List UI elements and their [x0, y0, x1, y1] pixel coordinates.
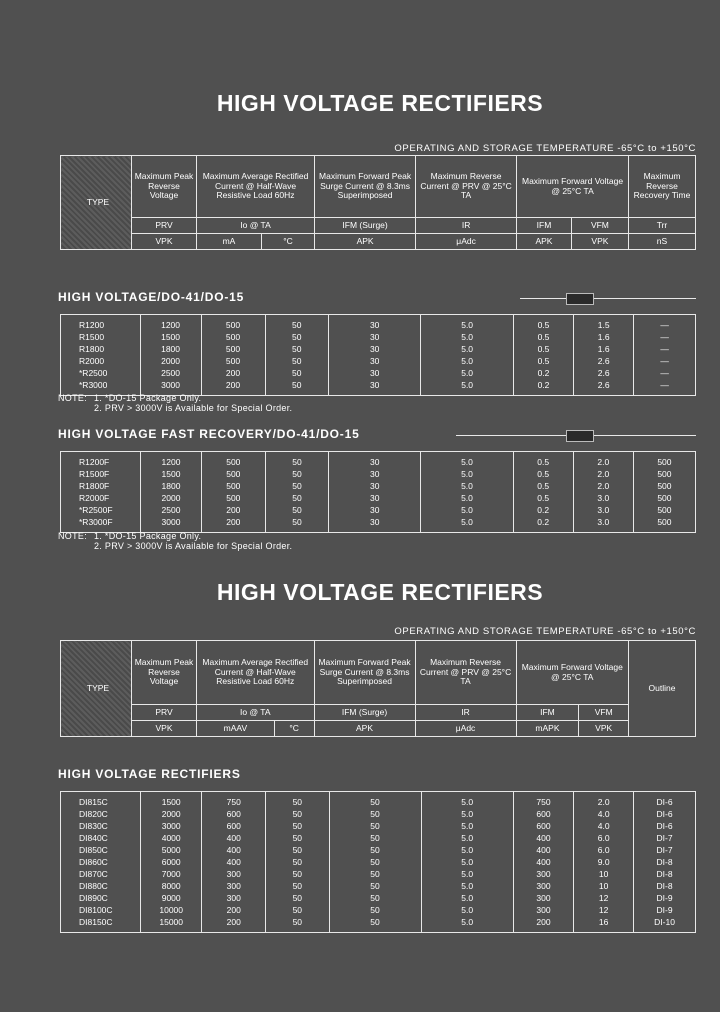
- table-cell: 400: [202, 856, 266, 868]
- table-cell: 4.0: [574, 820, 634, 832]
- table-cell: 5.0: [421, 355, 514, 367]
- part-number: DI815C: [61, 792, 141, 809]
- part-number: R2000: [61, 355, 141, 367]
- part-number: DI880C: [61, 880, 141, 892]
- table-cell: 2.0: [573, 468, 633, 480]
- table-cell: —: [634, 355, 696, 367]
- table-cell: 5.0: [421, 480, 513, 492]
- table-cell: 50: [329, 904, 421, 916]
- table-cell: —: [634, 367, 696, 379]
- table-cell: 30: [329, 379, 421, 396]
- table-cell: 50: [329, 832, 421, 844]
- table-cell: 50: [329, 792, 421, 809]
- table-cell: 5.0: [421, 844, 513, 856]
- part-number: DI850C: [61, 844, 141, 856]
- unit-label: VPK: [579, 721, 629, 737]
- table-cell: 50: [265, 379, 329, 396]
- table-cell: 0.2: [513, 367, 573, 379]
- table-cell: 50: [265, 492, 328, 504]
- table-cell: 50: [329, 820, 421, 832]
- surge-current-header: Maximum Forward Peak Surge Current @ 8.3ms Superimposed: [314, 641, 415, 705]
- part-number: R2000F: [61, 492, 141, 504]
- table-cell: 300: [513, 904, 573, 916]
- table-cell: 12: [574, 904, 634, 916]
- table-cell: 3.0: [573, 516, 633, 533]
- unit-label: PRV: [132, 705, 197, 721]
- part-number: DI8100C: [61, 904, 141, 916]
- table-cell: 50: [266, 904, 329, 916]
- table-cell: 5.0: [421, 904, 513, 916]
- table-cell: 600: [513, 808, 573, 820]
- unit-label: IFM (Surge): [314, 705, 415, 721]
- unit-label: mA: [197, 234, 262, 250]
- unit-label: °C: [274, 721, 314, 737]
- table-cell: 1800: [140, 343, 201, 355]
- table-cell: 50: [266, 792, 329, 809]
- part-number: DI8150C: [61, 916, 141, 933]
- table-cell: 1800: [141, 480, 202, 492]
- table-cell: 750: [513, 792, 573, 809]
- table-cell: 5.0: [421, 820, 513, 832]
- unit-label: IFM (Surge): [315, 218, 416, 234]
- table-cell: 0.5: [513, 315, 573, 332]
- table-cell: —: [634, 343, 696, 355]
- table-cell: 50: [266, 844, 329, 856]
- table-row: [61, 468, 696, 480]
- table-cell: 6000: [141, 856, 202, 868]
- table-cell: 50: [265, 452, 328, 469]
- unit-label: μAdc: [415, 721, 516, 737]
- table-cell: 2.0: [574, 792, 634, 809]
- table-cell: 0.2: [513, 504, 573, 516]
- unit-label: VPK: [132, 234, 197, 250]
- table-cell: 500: [201, 331, 265, 343]
- table-cell: 5.0: [421, 367, 514, 379]
- table-row: [61, 492, 696, 504]
- table-cell: 400: [513, 856, 573, 868]
- table-cell: 3000: [141, 516, 202, 533]
- table-cell: 1500: [141, 792, 202, 809]
- table-cell: 2.0: [573, 480, 633, 492]
- table-cell: 2.0: [573, 452, 633, 469]
- table-cell: 500: [201, 315, 265, 332]
- table-cell: 500: [633, 452, 695, 469]
- table-cell: 30: [329, 504, 421, 516]
- table-row: [61, 904, 696, 916]
- table-cell: 30: [329, 355, 421, 367]
- table-cell: —: [634, 331, 696, 343]
- surge-current-header: Maximum Forward Peak Surge Current @ 8.3ms Superimposed: [315, 156, 416, 218]
- part-number: *R3000F: [61, 516, 141, 533]
- table-cell: 2000: [140, 355, 201, 367]
- table-cell: 50: [329, 856, 421, 868]
- table-cell: 200: [201, 504, 265, 516]
- diode-icon: [456, 435, 696, 436]
- table-cell: 9000: [141, 892, 202, 904]
- part-number: R1200: [61, 315, 141, 332]
- part-number: R1200F: [61, 452, 141, 469]
- table-cell: 10: [574, 868, 634, 880]
- table-cell: 600: [202, 808, 266, 820]
- unit-label: VPK: [132, 721, 197, 737]
- unit-label: VPK: [571, 234, 628, 250]
- table-cell: 12: [574, 892, 634, 904]
- table-cell: 50: [265, 468, 328, 480]
- table-cell: —: [634, 315, 696, 332]
- table-cell: 5.0: [421, 452, 513, 469]
- table-cell: 0.5: [513, 343, 573, 355]
- table-cell: 50: [266, 832, 329, 844]
- part-number: *R2500F: [61, 504, 141, 516]
- type-header: TYPE: [61, 641, 132, 737]
- table-cell: 750: [202, 792, 266, 809]
- table-cell: 5.0: [421, 868, 513, 880]
- table-cell: 400: [202, 844, 266, 856]
- forward-voltage-header: Maximum Forward Voltage @ 25°C TA: [516, 641, 628, 705]
- table-cell: 5.0: [421, 808, 513, 820]
- unit-label: APK: [314, 721, 415, 737]
- table-cell: 2500: [141, 504, 202, 516]
- table-cell: 200: [513, 916, 573, 933]
- part-number: DI840C: [61, 832, 141, 844]
- part-number: DI890C: [61, 892, 141, 904]
- table-cell: 5.0: [421, 832, 513, 844]
- table-cell: 50: [266, 880, 329, 892]
- page-title: HIGH VOLTAGE RECTIFIERS: [216, 90, 544, 116]
- table-cell: 3000: [140, 379, 201, 396]
- table-cell: 0.5: [513, 468, 573, 480]
- table-cell: 7000: [141, 868, 202, 880]
- data-table: [60, 451, 696, 533]
- table-cell: DI-8: [634, 880, 696, 892]
- table-cell: 30: [329, 452, 421, 469]
- table-cell: 500: [201, 343, 265, 355]
- table-cell: 5.0: [421, 468, 513, 480]
- page-title: HIGH VOLTAGE RECTIFIERS: [216, 579, 544, 605]
- table-cell: 1200: [140, 315, 201, 332]
- table-cell: 0.5: [513, 480, 573, 492]
- table-cell: 50: [329, 844, 421, 856]
- part-number: R1500: [61, 331, 141, 343]
- table-cell: 300: [202, 892, 266, 904]
- table-cell: 300: [202, 868, 266, 880]
- table-cell: 600: [202, 820, 266, 832]
- table-cell: 50: [329, 880, 421, 892]
- unit-label: mAPK: [516, 721, 579, 737]
- table-cell: 200: [201, 379, 265, 396]
- table-cell: 400: [513, 844, 573, 856]
- table-cell: 50: [265, 480, 328, 492]
- table-cell: 50: [329, 808, 421, 820]
- header-table: [60, 640, 696, 737]
- table-cell: 30: [329, 343, 421, 355]
- table-cell: 1500: [140, 331, 201, 343]
- data-table: [60, 314, 696, 396]
- table-cell: 30: [329, 331, 421, 343]
- table-cell: DI-6: [634, 820, 696, 832]
- part-number: DI860C: [61, 856, 141, 868]
- table-cell: 50: [265, 331, 329, 343]
- unit-label: VFM: [571, 218, 628, 234]
- table-cell: 10000: [141, 904, 202, 916]
- table-cell: DI-7: [634, 832, 696, 844]
- part-number: DI830C: [61, 820, 141, 832]
- table-cell: 50: [265, 516, 328, 533]
- table-cell: 200: [201, 367, 265, 379]
- table-cell: DI-7: [634, 844, 696, 856]
- table-row: [61, 916, 696, 933]
- table-cell: DI-10: [634, 916, 696, 933]
- outline-header: Outline: [629, 641, 696, 737]
- operating-temperature: OPERATING AND STORAGE TEMPERATURE -65°C to +150°C: [394, 143, 696, 154]
- table-cell: 50: [265, 367, 329, 379]
- table-row: [61, 331, 696, 343]
- table-cell: 5.0: [421, 516, 513, 533]
- table-cell: 5.0: [421, 492, 513, 504]
- table-cell: 30: [329, 315, 421, 332]
- section-title: HIGH VOLTAGE FAST RECOVERY/DO-41/DO-15: [58, 427, 360, 441]
- table-cell: 50: [329, 916, 421, 933]
- table-cell: 1.6: [574, 331, 634, 343]
- table-cell: DI-9: [634, 892, 696, 904]
- table-cell: 15000: [141, 916, 202, 933]
- table-cell: 30: [329, 492, 421, 504]
- table-cell: 0.5: [513, 492, 573, 504]
- part-number: *R3000: [61, 379, 141, 396]
- table-row: [61, 367, 696, 379]
- table-cell: 50: [266, 916, 329, 933]
- table-cell: 500: [201, 492, 265, 504]
- rectified-current-header: Maximum Average Rectified Current @ Half-Wave Resistive Load 60Hz: [197, 641, 315, 705]
- note: NOTE: 1. *DO-15 Package Only. 2. PRV > 3000V is Available for Special Order.: [58, 393, 293, 413]
- table-cell: 9.0: [574, 856, 634, 868]
- table-cell: 300: [513, 880, 573, 892]
- table-cell: 2.6: [574, 379, 634, 396]
- table-cell: 3.0: [573, 492, 633, 504]
- table-cell: 0.2: [513, 379, 573, 396]
- table-cell: 2.6: [574, 367, 634, 379]
- table-cell: 500: [201, 452, 265, 469]
- table-cell: 1.6: [574, 343, 634, 355]
- part-number: DI870C: [61, 868, 141, 880]
- table-cell: DI-6: [634, 792, 696, 809]
- table-cell: 500: [633, 504, 695, 516]
- table-row: [61, 880, 696, 892]
- peak-reverse-voltage-header: Maximum Peak Reverse Voltage: [132, 641, 197, 705]
- table-cell: 3000: [141, 820, 202, 832]
- table-cell: 50: [266, 808, 329, 820]
- table-row: [61, 792, 696, 809]
- table-cell: 4000: [141, 832, 202, 844]
- table-cell: 4.0: [574, 808, 634, 820]
- table-cell: 5.0: [421, 892, 513, 904]
- table-cell: 1.5: [574, 315, 634, 332]
- table-cell: 500: [201, 480, 265, 492]
- type-header: TYPE: [61, 156, 132, 250]
- table-cell: 5.0: [421, 331, 514, 343]
- part-number: DI820C: [61, 808, 141, 820]
- table-cell: 5.0: [421, 504, 513, 516]
- table-cell: 400: [202, 832, 266, 844]
- table-cell: 50: [266, 856, 329, 868]
- table-cell: 5.0: [421, 379, 514, 396]
- table-cell: 300: [513, 868, 573, 880]
- table-cell: 500: [633, 516, 695, 533]
- table-cell: 16: [574, 916, 634, 933]
- reverse-current-header: Maximum Reverse Current @ PRV @ 25°C TA: [415, 641, 516, 705]
- section-title: HIGH VOLTAGE/DO-41/DO-15: [58, 290, 245, 304]
- table-cell: 500: [633, 468, 695, 480]
- table-cell: DI-8: [634, 856, 696, 868]
- table-row: [61, 452, 696, 469]
- table-cell: 1500: [141, 468, 202, 480]
- table-cell: 2000: [141, 808, 202, 820]
- unit-label: Io @ TA: [197, 218, 315, 234]
- table-row: [61, 832, 696, 844]
- table-cell: 5.0: [421, 315, 514, 332]
- table-cell: 500: [633, 492, 695, 504]
- table-row: [61, 868, 696, 880]
- table-cell: 50: [265, 355, 329, 367]
- recovery-time-header: Maximum Reverse Recovery Time: [629, 156, 696, 218]
- table-cell: 0.5: [513, 331, 573, 343]
- unit-label: °C: [261, 234, 314, 250]
- table-cell: 0.5: [513, 355, 573, 367]
- table-cell: 10: [574, 880, 634, 892]
- table-cell: 6.0: [574, 844, 634, 856]
- unit-label: Io @ TA: [197, 705, 315, 721]
- table-cell: 200: [202, 904, 266, 916]
- table-cell: 50: [265, 504, 328, 516]
- reverse-current-header: Maximum Reverse Current @ PRV @ 25°C TA: [416, 156, 517, 218]
- table-row: [61, 480, 696, 492]
- table-cell: 50: [266, 868, 329, 880]
- header-table: [60, 155, 696, 250]
- table-cell: 30: [329, 367, 421, 379]
- forward-voltage-header: Maximum Forward Voltage @ 25°C TA: [517, 156, 629, 218]
- table-cell: DI-8: [634, 868, 696, 880]
- table-cell: 5.0: [421, 343, 514, 355]
- note: NOTE: 1. *DO-15 Package Only. 2. PRV > 3000V is Available for Special Order.: [58, 531, 293, 551]
- unit-label: μAdc: [416, 234, 517, 250]
- table-cell: 5.0: [421, 856, 513, 868]
- unit-label: VFM: [579, 705, 629, 721]
- table-cell: 200: [202, 916, 266, 933]
- rectified-current-header: Maximum Average Rectified Current @ Half-Wave Resistive Load 60Hz: [197, 156, 315, 218]
- table-cell: 30: [329, 480, 421, 492]
- table-cell: 2000: [141, 492, 202, 504]
- part-number: *R2500: [61, 367, 141, 379]
- unit-label: IFM: [517, 218, 572, 234]
- table-cell: 5000: [141, 844, 202, 856]
- table-cell: 5.0: [421, 792, 513, 809]
- table-cell: DI-6: [634, 808, 696, 820]
- peak-reverse-voltage-header: Maximum Peak Reverse Voltage: [132, 156, 197, 218]
- unit-label: APK: [315, 234, 416, 250]
- table-cell: 30: [329, 468, 421, 480]
- unit-label: PRV: [132, 218, 197, 234]
- unit-label: IR: [415, 705, 516, 721]
- table-cell: 50: [329, 868, 421, 880]
- table-row: [61, 856, 696, 868]
- table-cell: 8000: [141, 880, 202, 892]
- unit-label: APK: [517, 234, 572, 250]
- table-cell: 3.0: [573, 504, 633, 516]
- table-cell: 1200: [141, 452, 202, 469]
- section-title: HIGH VOLTAGE RECTIFIERS: [58, 767, 241, 781]
- table-cell: 600: [513, 820, 573, 832]
- table-cell: 0.5: [513, 452, 573, 469]
- table-row: [61, 892, 696, 904]
- table-cell: 500: [633, 480, 695, 492]
- table-cell: 50: [329, 892, 421, 904]
- table-cell: 5.0: [421, 880, 513, 892]
- diode-icon: [520, 298, 696, 299]
- unit-label: IFM: [516, 705, 579, 721]
- table-cell: 2500: [140, 367, 201, 379]
- table-cell: 400: [513, 832, 573, 844]
- table-row: [61, 315, 696, 332]
- part-number: R1800: [61, 343, 141, 355]
- table-row: [61, 504, 696, 516]
- table-cell: —: [634, 379, 696, 396]
- unit-label: nS: [629, 234, 696, 250]
- table-row: [61, 808, 696, 820]
- unit-label: IR: [416, 218, 517, 234]
- table-cell: 300: [513, 892, 573, 904]
- operating-temperature: OPERATING AND STORAGE TEMPERATURE -65°C to +150°C: [394, 626, 696, 637]
- table-cell: 2.6: [574, 355, 634, 367]
- table-cell: 6.0: [574, 832, 634, 844]
- table-cell: 50: [266, 892, 329, 904]
- table-cell: DI-9: [634, 904, 696, 916]
- unit-label: mAAV: [197, 721, 275, 737]
- table-row: [61, 343, 696, 355]
- table-cell: 50: [265, 315, 329, 332]
- table-cell: 500: [201, 468, 265, 480]
- table-cell: 50: [265, 343, 329, 355]
- unit-label: Trr: [629, 218, 696, 234]
- table-row: [61, 844, 696, 856]
- table-cell: 0.2: [513, 516, 573, 533]
- data-table: [60, 791, 696, 933]
- table-cell: 300: [202, 880, 266, 892]
- part-number: R1800F: [61, 480, 141, 492]
- table-row: [61, 820, 696, 832]
- table-cell: 50: [266, 820, 329, 832]
- table-cell: 500: [201, 355, 265, 367]
- table-cell: 5.0: [421, 916, 513, 933]
- table-cell: 30: [329, 516, 421, 533]
- table-cell: 200: [201, 516, 265, 533]
- part-number: R1500F: [61, 468, 141, 480]
- table-row: [61, 355, 696, 367]
